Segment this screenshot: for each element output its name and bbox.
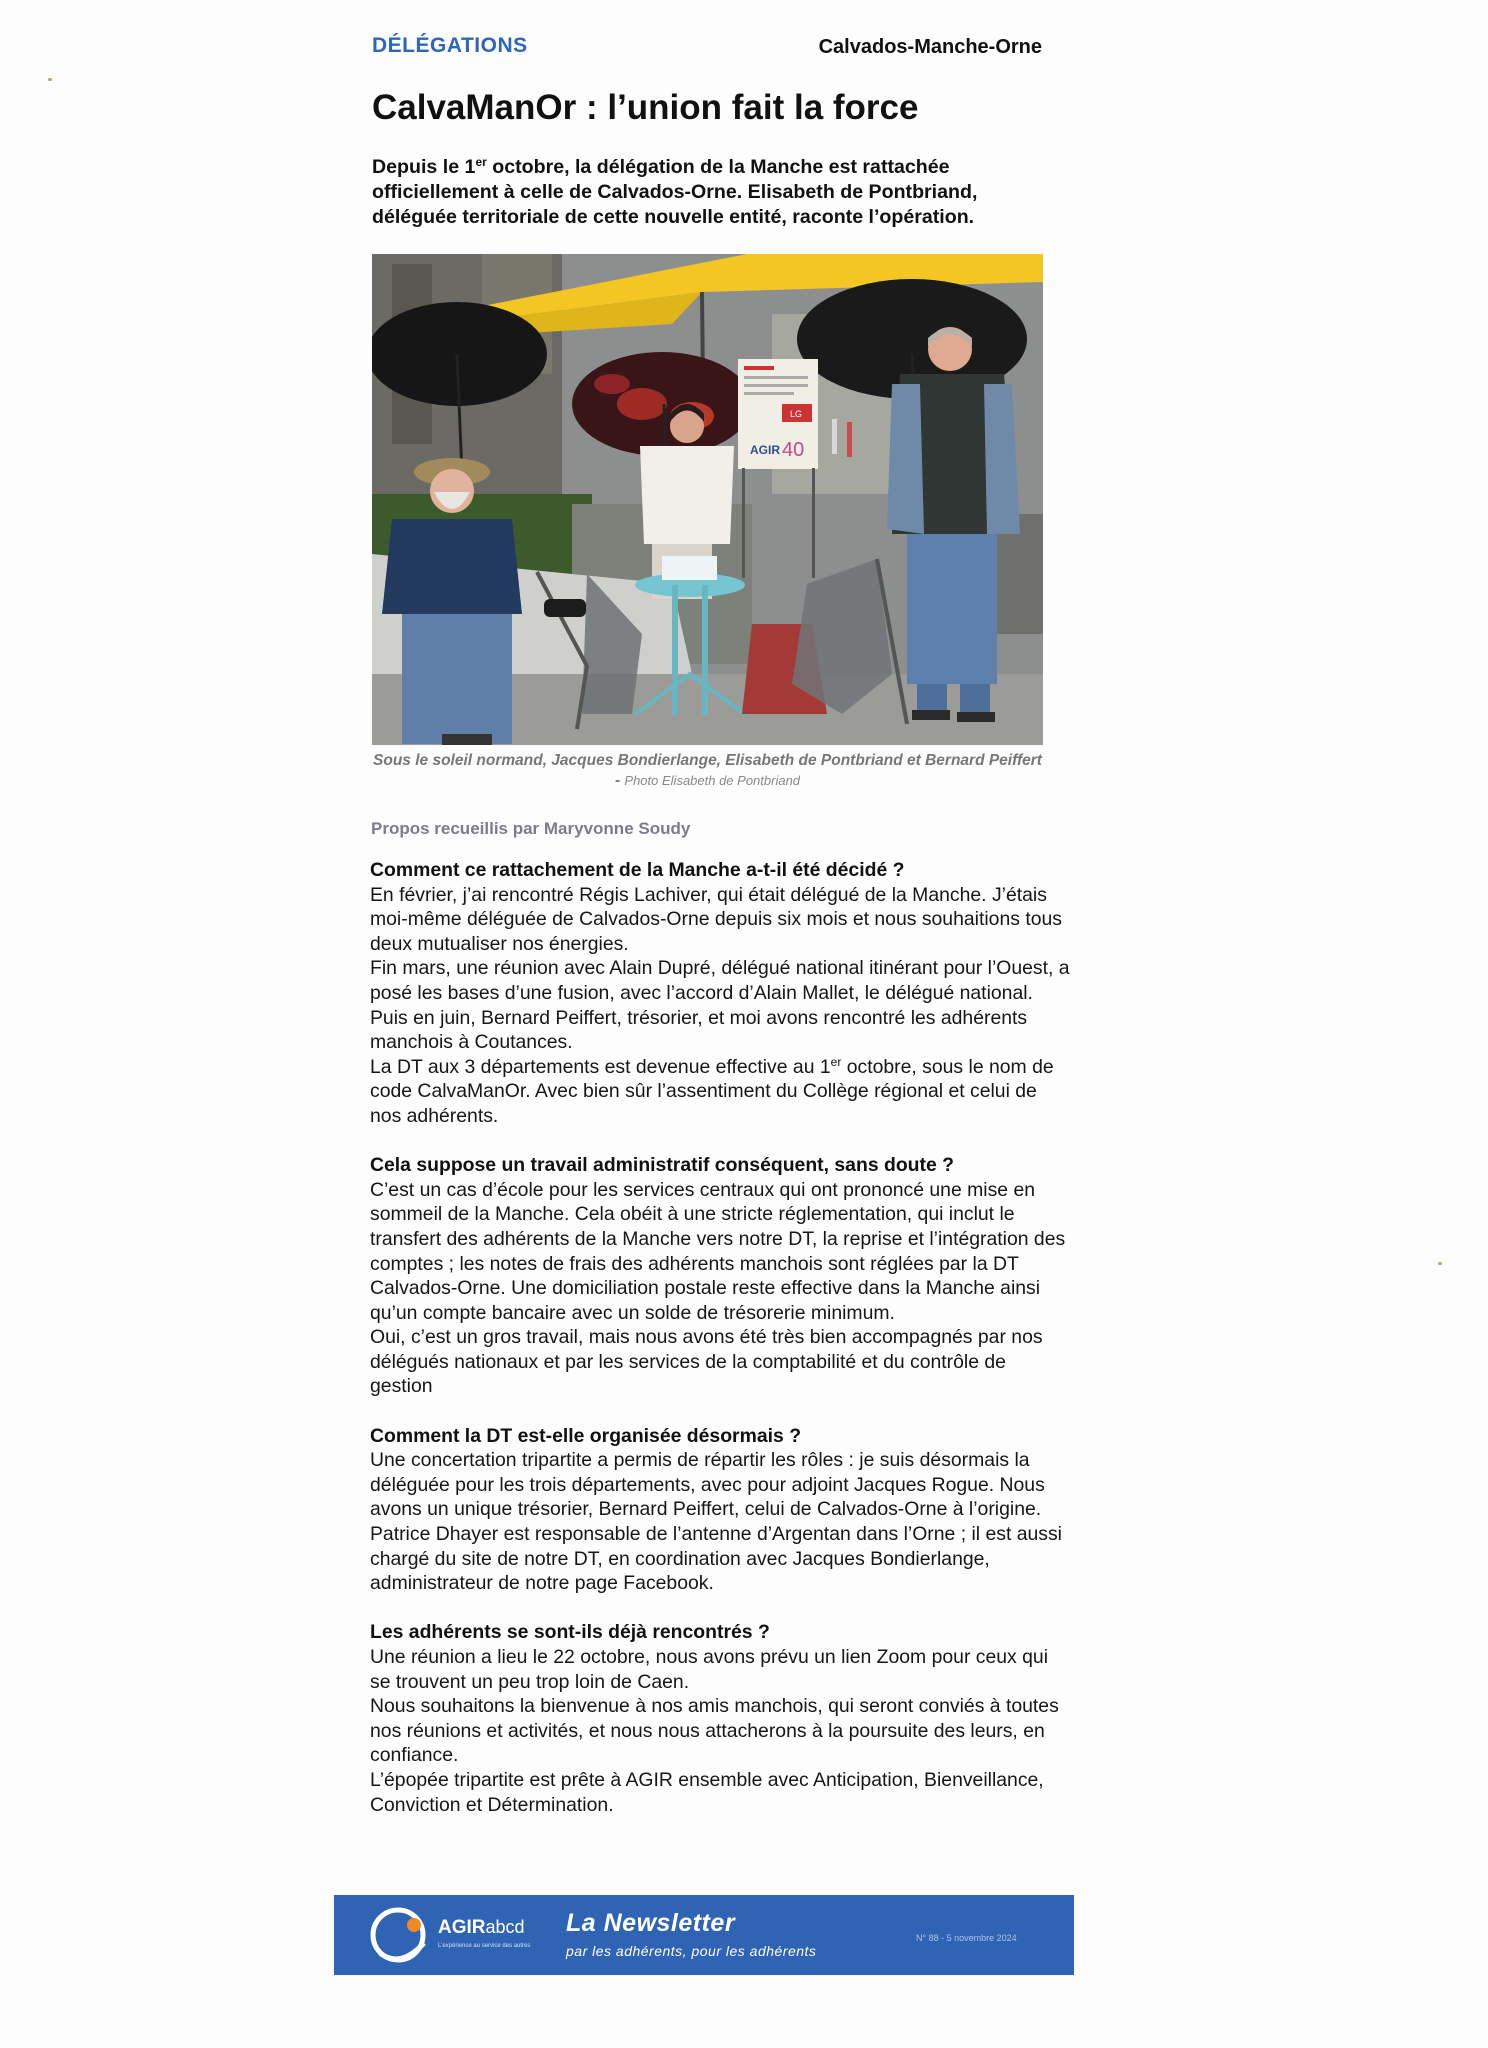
article-body xyxy=(370,858,1070,1842)
agir-logo-icon xyxy=(368,1903,432,1967)
interview-question: Cela suppose un travail administratif conséquent, sans doute ? xyxy=(370,1154,954,1177)
interview-answer: Oui, c’est un gros travail, mais nous avons été très bien accompagnés par nos délégués nationaux et par les services de la comptabilité et du contrôle de gestion xyxy=(370,1326,1043,1398)
interview-answer: Nous souhaitons la bienvenue à nos amis manchois, qui seront conviés à toutes nos réunions et activités, et nous nous attacherons à la poursuite des leurs, en confiance. xyxy=(370,1695,1059,1767)
interview-question: Comment ce rattachement de la Manche a-t-il été décidé ? xyxy=(370,859,905,881)
interview-section xyxy=(370,858,1070,1129)
agir-logo-tagline: L’expérience au service des autres xyxy=(438,1943,531,1949)
interview-answer: En février, j’ai rencontré Régis Lachiver, qui était délégué de la Manche. J’étais moi-même déléguée de Calvados-Orne depuis six mois et nous souhaitions tous deux mutualiser nos énergies. xyxy=(370,883,1062,955)
sign-number-text: 40 xyxy=(782,439,805,461)
article-photo xyxy=(372,254,1043,745)
byline: Propos recueillis par Maryvonne Soudy xyxy=(371,819,691,838)
newsletter-footer-banner xyxy=(334,1895,1074,1975)
interview-question: Comment la DT est-elle organisée désormais ? xyxy=(370,1424,802,1447)
interview-answer: C’est un cas d’école pour les services centraux qui ont prononcé une mise en sommeil de la Manche. Cela obéit à une stricte réglementation, qui inclut le transfert des adhérents de la Manche vers notre DT, la reprise et l’intégration des comptes ; les notes de frais des adhérents manchois sont réglées par la DT Calvados-Orne. Une domiciliation postale reste effective dans la Manche ainsi qu’un compte bancaire avec un solde de trésorerie minimum. xyxy=(370,1178,1066,1324)
interview-answer: Fin mars, une réunion avec Alain Dupré, délégué national itinérant pour l’Ouest, a posé les bases d’une fusion, avec l’accord d’Alain Mallet, le délégué national. Puis en juin, Bernard Peiffert, trésorier, et moi avons rencontré les adhérents manchois à Coutances. xyxy=(370,957,1070,1054)
newsletter-issue: N° 88 - 5 novembre 2024 xyxy=(916,1933,1017,1943)
interview-question: Les adhérents se sont-ils déjà rencontrés ? xyxy=(370,1621,770,1644)
photo-caption: Sous le soleil normand, Jacques Bondierlange, Elisabeth de Pontbriand et Bernard Peiffert - Photo Elisabeth de Pontbriand xyxy=(373,752,1042,789)
article-lead: Depuis le 1er octobre, la délégation de la Manche est rattachée officiellement à celle de Calvados-Orne. Elisabeth de Pontbriand, déléguée territoriale de cette nouvelle entité, raconte l’opération. xyxy=(372,155,978,228)
newsletter-subtitle: par les adhérents, pour les adhérents xyxy=(566,1943,817,1959)
interview-answer: La DT aux 3 départements est devenue effective au 1er octobre, sous le nom de code CalvaManOr. Avec bien sûr l’assentiment du Collège régional et celui de nos adhérents. xyxy=(370,1054,1054,1127)
interview-section xyxy=(370,1153,1070,1399)
scan-speck xyxy=(48,78,52,81)
scan-speck xyxy=(1438,1262,1442,1265)
interview-answer: L’épopée tripartite est prête à AGIR ensemble avec Anticipation, Bienveillance, Conviction et Détermination. xyxy=(370,1768,1044,1816)
interview-answer: Une concertation tripartite a permis de répartir les rôles : je suis désormais la déléguée pour les trois départements, avec pour adjoint Jacques Rogue. Nous avons un unique trésorier, Bernard Peiffert, celui de Calvados-Orne à l’origine. Patrice Dhayer est responsable de l’antenne d’Argentan dans l’Orne ; il est aussi chargé du site de notre DT, en coordination avec Jacques Bondierlange, administrateur de notre page Facebook. xyxy=(370,1449,1062,1595)
interview-answer: Une réunion a lieu le 22 octobre, nous avons prévu un lien Zoom pour ceux qui se trouvent un peu trop loin de Caen. xyxy=(370,1646,1049,1693)
photo-credit: Photo Elisabeth de Pontbriand xyxy=(624,773,801,788)
article-title: CalvaManOr : l’union fait la force xyxy=(372,88,919,127)
newsletter-title: La Newsletter xyxy=(566,1909,736,1937)
agir-logo-text: AGIRabcd xyxy=(438,1917,525,1938)
interview-section xyxy=(370,1424,1070,1596)
sign-tag-text: LG xyxy=(790,409,803,419)
sign-logo-text: AGIR xyxy=(750,443,780,457)
region-label: Calvados-Manche-Orne xyxy=(818,36,1042,58)
interview-section xyxy=(370,1620,1070,1817)
section-category: DÉLÉGATIONS xyxy=(372,34,528,57)
